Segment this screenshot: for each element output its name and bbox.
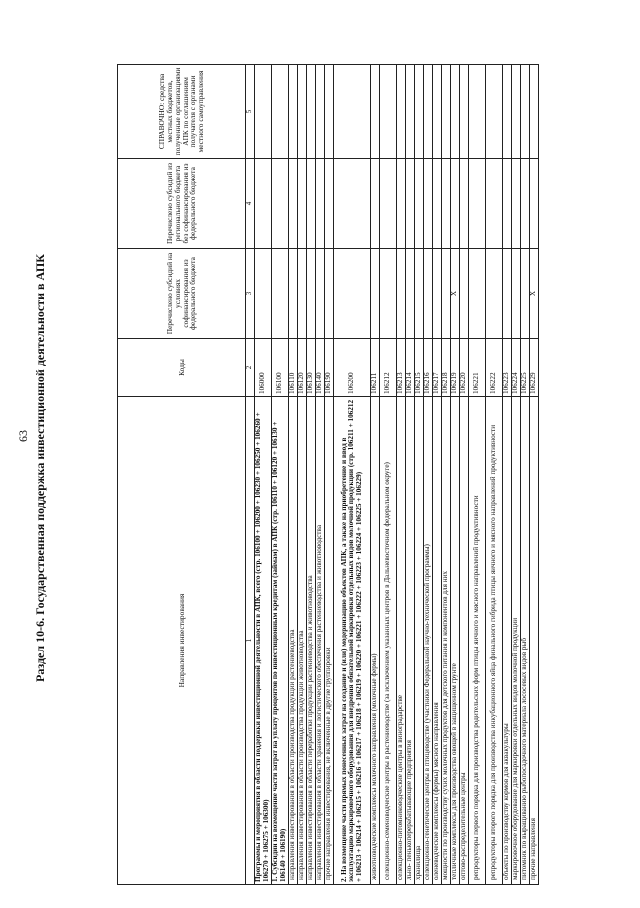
row-regional-value: [272, 159, 289, 249]
table-row: [255, 65, 272, 885]
row-local-value: [406, 65, 415, 159]
row-local-value: [380, 65, 397, 159]
row-federal-value: [334, 249, 371, 339]
column-number: 2: [246, 339, 255, 397]
row-regional-value: [503, 159, 512, 249]
row-code: 106130: [307, 339, 316, 397]
row-federal-value: [298, 249, 307, 339]
row-code: 106213: [397, 339, 406, 397]
row-regional-value: [380, 159, 397, 249]
row-local-value: [371, 65, 380, 159]
row-direction-text: 2. На возмещение части прямых понесенных затрат на создание и (или) модернизацию объектов АПК, а также на приобретение и ввод в эксплуатацию маркировочного оборудования для внедрения обязательной маркировки отдельных видов молочной продукции (стр. 106211 + 106212 + 106213 + 106214 + 106215 + 106216 + 106217 + 106218 + 106219 + 106220 + 106221 + 106222 + 106223 + 106224 + 106225 + 106229): [334, 397, 371, 885]
table-row: [486, 65, 503, 885]
row-local-value: [325, 65, 334, 159]
row-code: 106215: [415, 339, 424, 397]
row-direction-text: питомник по выращиванию рыбопосадочного материала лососевых видов рыб: [521, 397, 530, 885]
row-local-value: [334, 65, 371, 159]
row-local-value: [433, 65, 442, 159]
row-local-value: [316, 65, 325, 159]
row-regional-value: [289, 159, 298, 249]
row-local-value: [469, 65, 486, 159]
col-header-directions: Направления инвестирования: [118, 397, 246, 885]
row-code: 106217: [433, 339, 442, 397]
row-code: 106221: [469, 339, 486, 397]
table-row: [316, 65, 325, 885]
row-local-value: [442, 65, 451, 159]
row-federal-value: [289, 249, 298, 339]
row-local-value: [415, 65, 424, 159]
row-code: 106220: [460, 339, 469, 397]
row-code: 106200: [334, 339, 371, 397]
row-direction-text: животноводческие комплексы молочного направления (молочные фермы): [371, 397, 380, 885]
row-regional-value: [451, 159, 460, 249]
table-row: [469, 65, 486, 885]
row-code: 106224: [512, 339, 521, 397]
row-code: 106212: [380, 339, 397, 397]
row-federal-value: [307, 249, 316, 339]
col-header-regional-budget: Перечислено субсидий из регионального бюджета без софинансирования из федерального бюджета: [118, 159, 246, 249]
table-row: [424, 65, 433, 885]
row-regional-value: [316, 159, 325, 249]
row-code: 106120: [298, 339, 307, 397]
row-federal-value: [503, 249, 512, 339]
row-regional-value: [255, 159, 272, 249]
row-federal-value: [371, 249, 380, 339]
table-body: [255, 65, 539, 885]
row-federal-value: [316, 249, 325, 339]
row-direction-text: направления инвестирования в области переработки продукции растениеводства и животноводства: [307, 397, 316, 885]
row-regional-value: [512, 159, 521, 249]
table-row: [460, 65, 469, 885]
table-row: [272, 65, 289, 885]
row-direction-text: льно- пенькоперерабатывающие предприятия: [406, 397, 415, 885]
column-number: 1: [246, 397, 255, 885]
row-code: 106211: [371, 339, 380, 397]
row-direction-text: мощности по производству сухих молочных продуктов для детского питания и компонентов для них: [442, 397, 451, 885]
row-federal-value: [512, 249, 521, 339]
table-row: [307, 65, 316, 885]
row-code: 106100: [272, 339, 289, 397]
row-code: 106222: [486, 339, 503, 397]
table-row: [415, 65, 424, 885]
row-regional-value: [334, 159, 371, 249]
table-row: [521, 65, 530, 885]
row-regional-value: [406, 159, 415, 249]
row-code: 106229: [530, 339, 539, 397]
row-regional-value: [371, 159, 380, 249]
page-number: 63: [16, 430, 30, 442]
row-direction-text: селекционно-генетические центры в птицеводстве (участники Федеральной научно-технической программы): [424, 397, 433, 885]
row-direction-text: оленеводческие комплексы (фермы) мясного направления: [433, 397, 442, 885]
table-row: [380, 65, 397, 885]
row-federal-value: [433, 249, 442, 339]
row-local-value: [451, 65, 460, 159]
row-regional-value: [469, 159, 486, 249]
row-federal-value: X: [451, 249, 460, 339]
row-direction-text: репродукторы второго порядка для производства инкубационного яйца финального гибрида птицы яичного и мясного направлений продуктивности: [486, 397, 503, 885]
row-federal-value: [255, 249, 272, 339]
row-local-value: [486, 65, 503, 159]
row-direction-text: направления инвестирования в области производства продукции растениеводства: [289, 397, 298, 885]
table-row: [334, 65, 371, 885]
table-header-row: [118, 65, 246, 885]
row-regional-value: [433, 159, 442, 249]
row-local-value: [298, 65, 307, 159]
column-number: 4: [246, 159, 255, 249]
col-header-codes: Коды: [118, 339, 246, 397]
row-federal-value: [442, 249, 451, 339]
row-federal-value: [406, 249, 415, 339]
table-row: [433, 65, 442, 885]
row-federal-value: [415, 249, 424, 339]
col-header-local-budgets: СПРАВОЧНО: средства местных бюджетов, полученные организациями АПК по соглашениям получателя с органами местного самоуправления: [118, 65, 246, 159]
row-local-value: [512, 65, 521, 159]
row-federal-value: [486, 249, 503, 339]
row-code: 106190: [325, 339, 334, 397]
row-direction-text: объекты по производству кормов для аквакультуры: [503, 397, 512, 885]
row-code: 106140: [316, 339, 325, 397]
row-federal-value: X: [530, 249, 539, 339]
row-direction-text: прочие направления: [530, 397, 539, 885]
rotated-page: [0, 28, 640, 908]
row-direction-text: направления инвестирования в области производства продукции животноводства: [298, 397, 307, 885]
row-code: 106110: [289, 339, 298, 397]
row-direction-text: селекционно-семеноводческие центры в растениеводстве (за исключением указанных центров в Дальневосточном федеральном округе): [380, 397, 397, 885]
table-row: [503, 65, 512, 885]
row-direction-text: оптово-распределительные центры: [460, 397, 469, 885]
row-direction-text: хранилища: [415, 397, 424, 885]
column-number-row: [246, 65, 255, 885]
row-federal-value: [424, 249, 433, 339]
section-title: Раздел 10-6. Государственная поддержка инвестиционной деятельности в АПК: [33, 254, 47, 682]
row-code: 106225: [521, 339, 530, 397]
row-code: 106219: [451, 339, 460, 397]
row-regional-value: [530, 159, 539, 249]
row-direction-text: репродукторы первого порядка для производства родительских форм птицы яичного и мясного направлений продуктивности: [469, 397, 486, 885]
row-direction-text: направления инвестирования в области хранения и логистического обеспечения растениеводства и животноводства: [316, 397, 325, 885]
row-code: 106216: [424, 339, 433, 397]
row-local-value: [289, 65, 298, 159]
row-local-value: [307, 65, 316, 159]
col-header-federal-cofinancing: Перечислено субсидий на условиях софинансирования из федерального бюджета: [118, 249, 246, 339]
row-regional-value: [486, 159, 503, 249]
row-regional-value: [442, 159, 451, 249]
row-local-value: [460, 65, 469, 159]
row-direction-text: маркировочное оборудование для маркировки отдельных видов молочной продукции: [512, 397, 521, 885]
row-direction-text: селекционно-питомниководческие центры в виноградарстве: [397, 397, 406, 885]
row-federal-value: [521, 249, 530, 339]
row-code: 106214: [406, 339, 415, 397]
row-federal-value: [272, 249, 289, 339]
row-direction-text: прочие направления инвестирования, не включенные в другие группировки: [325, 397, 334, 885]
row-direction-text: Программы и мероприятия в области поддержки инвестиционной деятельности в АПК, всего (стр. 106100 + 106200 + 106230 + 106250 + 106260 + 106270 + 106275 + 106300): [255, 397, 272, 885]
row-local-value: [503, 65, 512, 159]
row-code: 106000: [255, 339, 272, 397]
row-federal-value: [460, 249, 469, 339]
row-direction-text: тепличные комплексы для производства овощей в защищенном грунте: [451, 397, 460, 885]
row-local-value: [397, 65, 406, 159]
row-regional-value: [521, 159, 530, 249]
row-regional-value: [415, 159, 424, 249]
row-local-value: [272, 65, 289, 159]
row-federal-value: [469, 249, 486, 339]
table-row: [406, 65, 415, 885]
row-local-value: [255, 65, 272, 159]
table-row: [289, 65, 298, 885]
row-local-value: [530, 65, 539, 159]
table-row: [298, 65, 307, 885]
row-regional-value: [424, 159, 433, 249]
row-direction-text: 1. Субсидии на возмещение части затрат на уплату процентов по инвестиционным кредитам (займам) в АПК (стр. 106110 + 106120 + 106130 + 106140 + 106190): [272, 397, 289, 885]
row-regional-value: [325, 159, 334, 249]
row-federal-value: [380, 249, 397, 339]
row-regional-value: [298, 159, 307, 249]
table-row: [371, 65, 380, 885]
table-row: [451, 65, 460, 885]
row-regional-value: [307, 159, 316, 249]
row-code: 106218: [442, 339, 451, 397]
row-regional-value: [397, 159, 406, 249]
row-federal-value: [325, 249, 334, 339]
row-federal-value: [397, 249, 406, 339]
table-row: [530, 65, 539, 885]
row-local-value: [424, 65, 433, 159]
row-code: 106223: [503, 339, 512, 397]
investment-support-table: [117, 64, 539, 885]
table-row: [442, 65, 451, 885]
row-regional-value: [460, 159, 469, 249]
table-row: [397, 65, 406, 885]
table-row: [325, 65, 334, 885]
row-local-value: [521, 65, 530, 159]
column-number: 5: [246, 65, 255, 159]
column-number: 3: [246, 249, 255, 339]
table-row: [512, 65, 521, 885]
